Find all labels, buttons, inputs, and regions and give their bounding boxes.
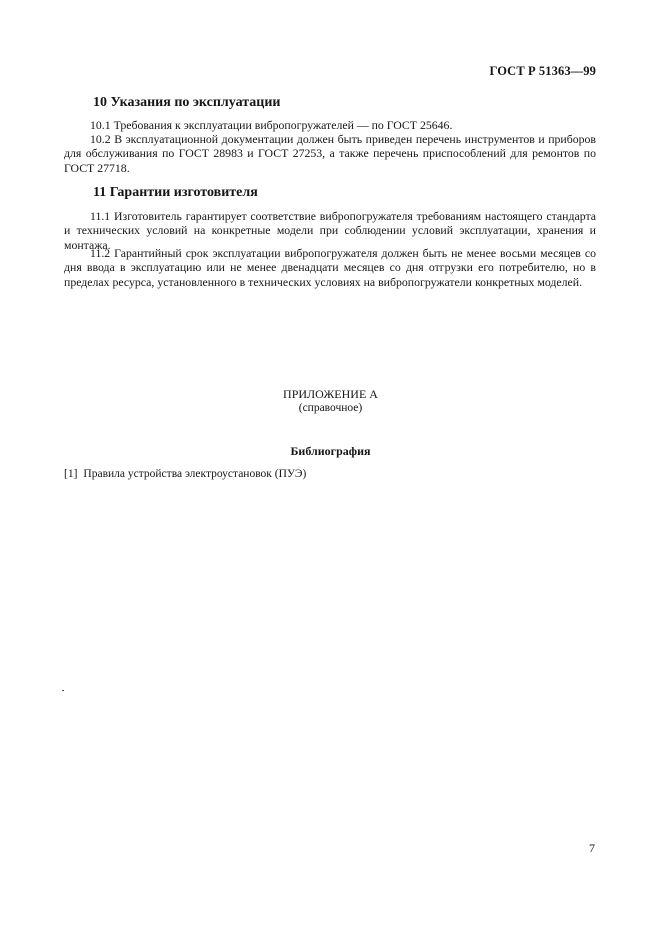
- paragraph-10-1: 10.1 Требования к эксплуатации вибропогружателей — по ГОСТ 25646.: [90, 118, 453, 132]
- bibliography-item: [64, 468, 306, 480]
- appendix-header: [0, 387, 661, 415]
- scan-speck: [62, 690, 64, 691]
- document-code: ГОСТ Р 51363—99: [489, 64, 596, 78]
- paragraph-11-1: 11.1 Изготовитель гарантирует соответствие вибропогружателя требованиям настоящего стандарта и технических условий на конкретные модели при соблюдении условий эксплуатации, хранения и монтажа.: [64, 209, 596, 252]
- section-10-title: 10 Указания по эксплуатации: [93, 95, 281, 110]
- page-number: 7: [589, 841, 595, 855]
- section-11-title: 11 Гарантии изготовителя: [93, 185, 258, 200]
- bibliography-ref: [1]: [64, 468, 78, 480]
- appendix-subtitle: (справочное): [298, 402, 363, 414]
- bibliography-heading: Библиография: [290, 444, 371, 458]
- bibliography-text: Правила устройства электроустановок (ПУЭ): [83, 468, 307, 480]
- paragraph-11-2: 11.2 Гарантийный срок эксплуатации вибропогружателя должен быть не менее восьми месяцев со дня ввода в эксплуатацию или не менее двенадцати месяцев со дня отгрузки его потребителю, но в пределах ресурса, установленного в технических условиях на вибропогружатели конкретных моделей.: [64, 246, 596, 289]
- bibliography-heading-wrap: [0, 442, 661, 460]
- appendix-title: ПРИЛОЖЕНИЕ А: [283, 387, 378, 401]
- paragraph-10-2: 10.2 В эксплуатационной документации должен быть приведен перечень инструментов и приборов для обслуживания по ГОСТ 28983 и ГОСТ 27253, а также перечень приспособлений для ремонтов по ГОСТ 27718.: [64, 132, 596, 175]
